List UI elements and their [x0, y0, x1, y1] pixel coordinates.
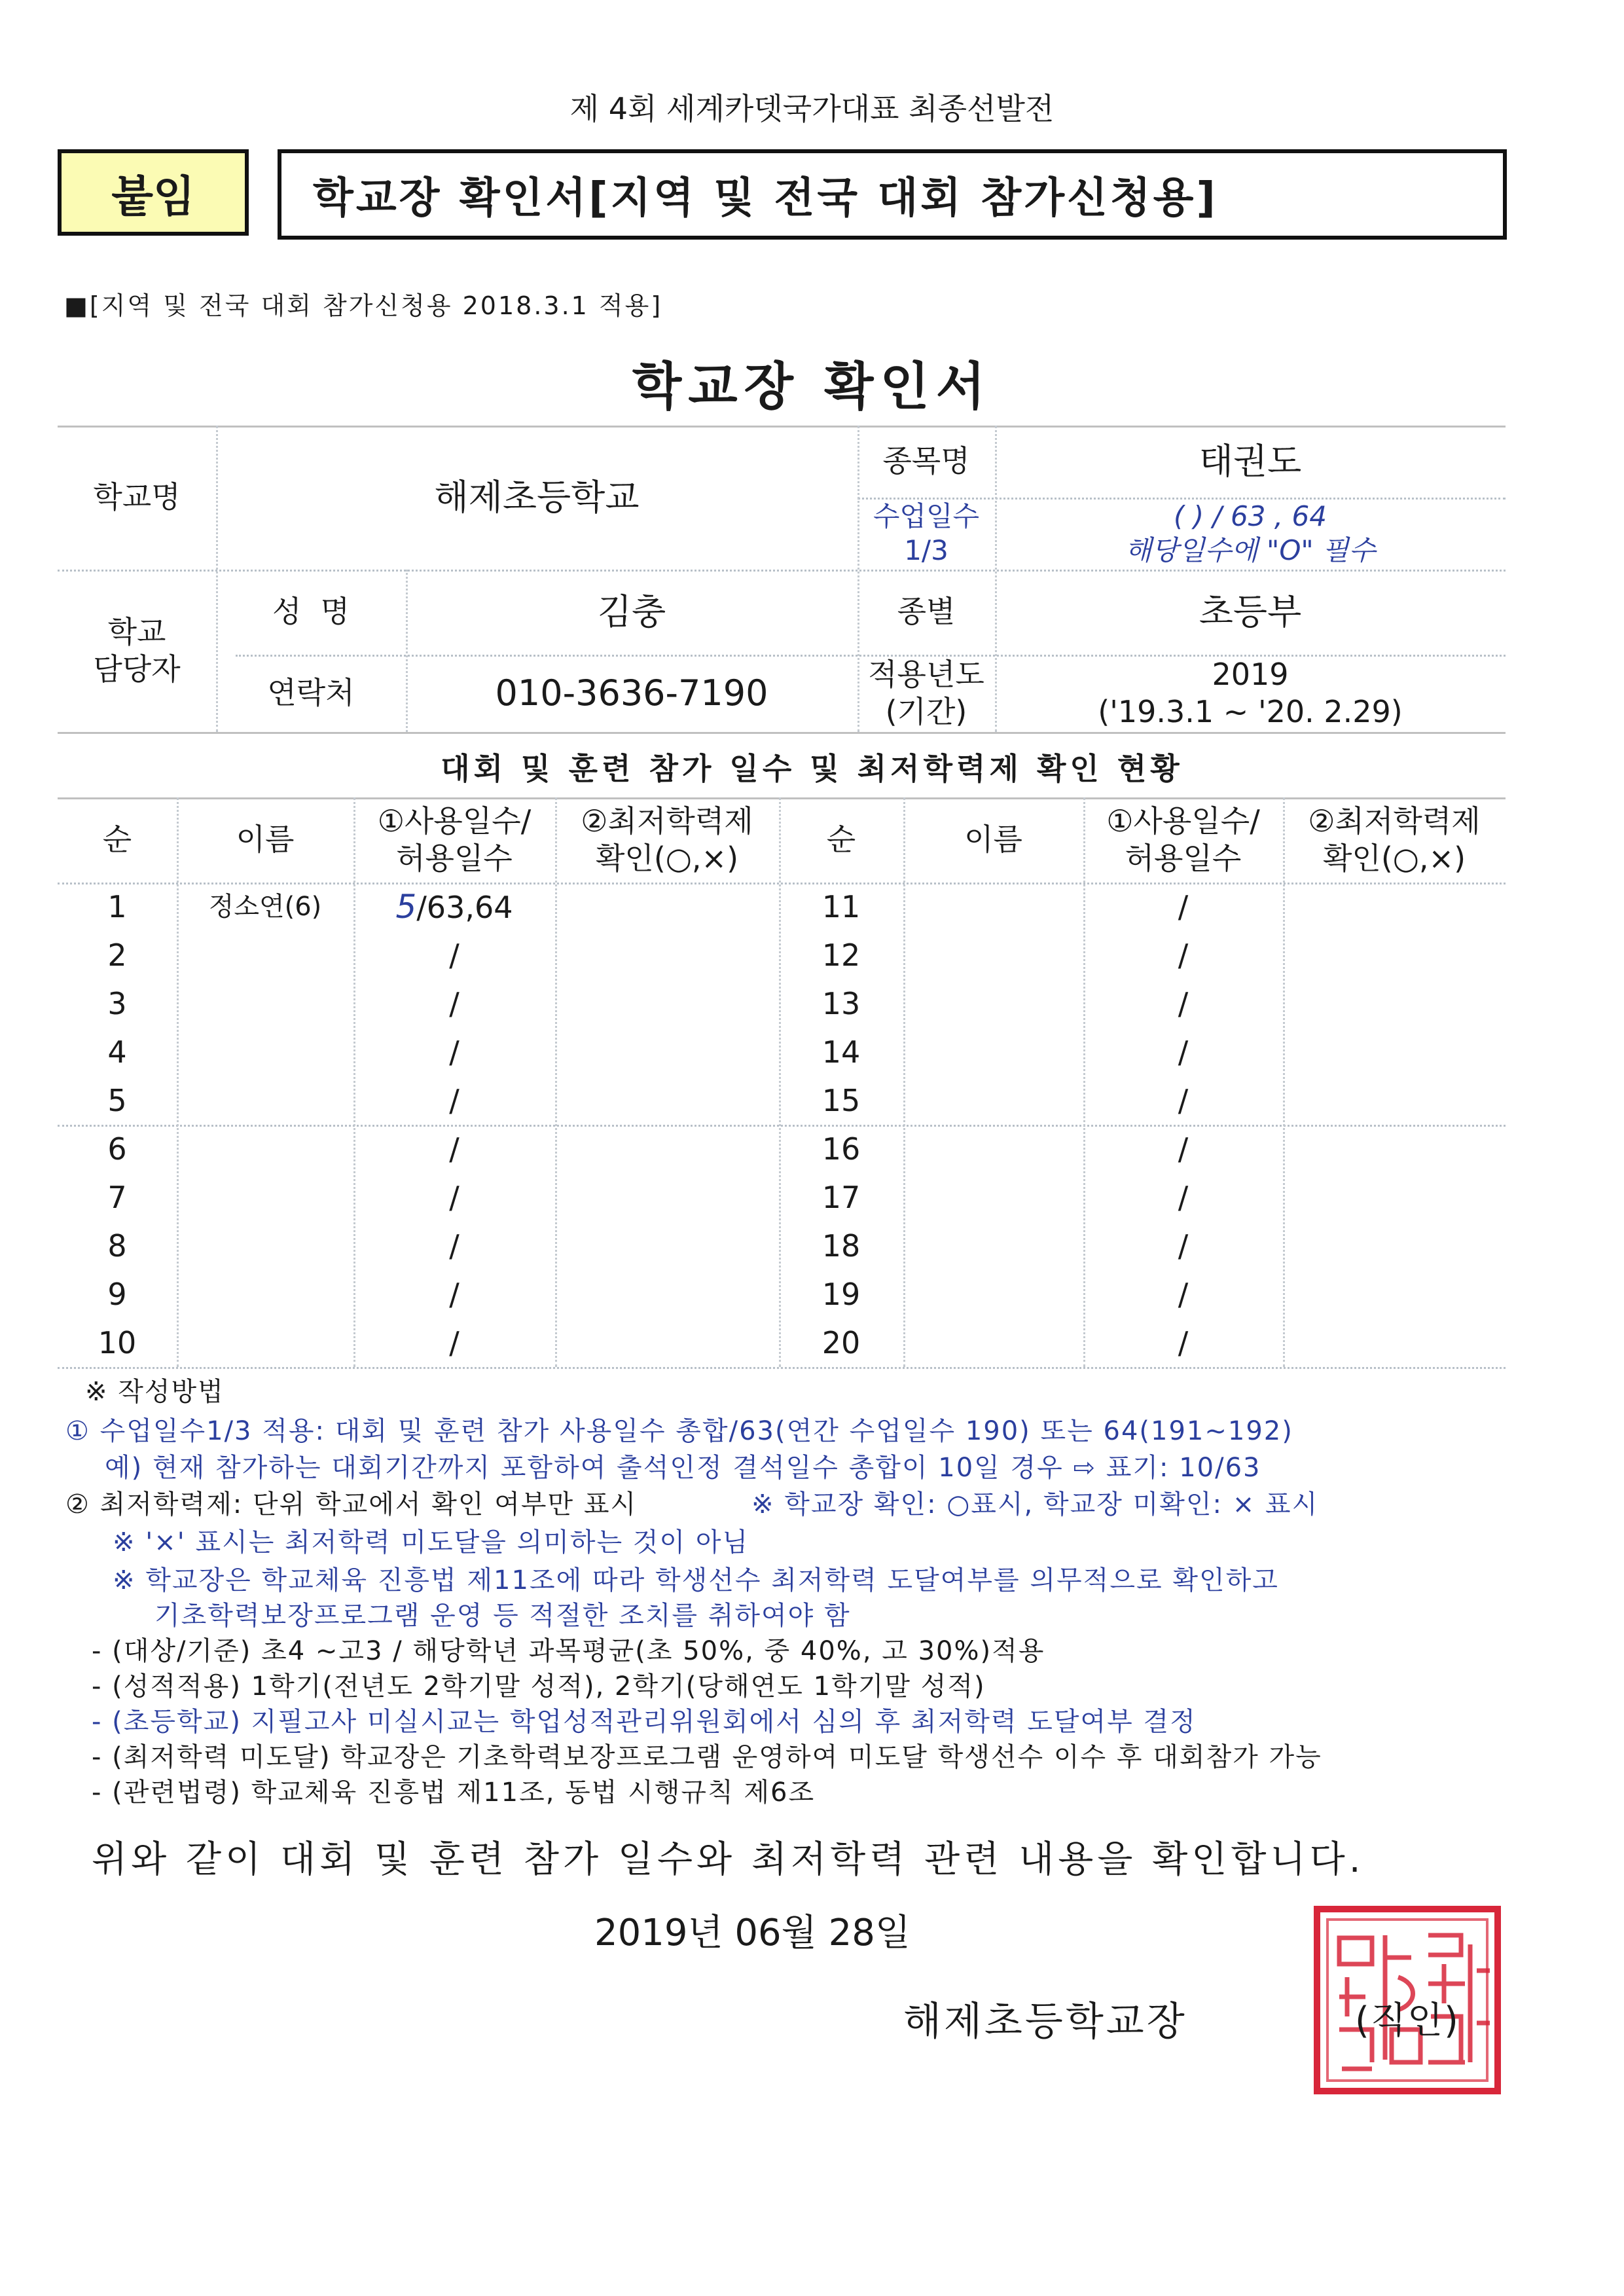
row-no: 19 — [821, 1277, 861, 1312]
col-header-days-line2: 허용일수 — [1125, 841, 1242, 876]
days-cell: / — [1178, 986, 1189, 1021]
col-header-check-line2: 확인(○,×) — [595, 841, 739, 876]
days-cell: / — [1178, 889, 1189, 924]
principal-name: 해제초등학교장 — [903, 1999, 1187, 2045]
days-cell: / — [1178, 1325, 1189, 1360]
days-cell: / — [1178, 1180, 1189, 1215]
row-no: 16 — [821, 1131, 861, 1167]
row-no: 7 — [107, 1180, 127, 1215]
row-no: 15 — [821, 1083, 861, 1118]
apply-year-value-line2: ('19.3.1 ~ '20. 2.29) — [1098, 694, 1403, 729]
note-line: - (초등학교) 지필고사 미실시교는 학업성적관리위원회에서 심의 후 최저학력 도달여부 결정 — [92, 1707, 1197, 1737]
class-days-value — [995, 498, 1506, 570]
note-line: - (최저학력 미도달) 학교장은 기초학력보장프로그램 운영하여 미도달 학생선수 이수 후 대회참가 가능 — [92, 1742, 1322, 1772]
days-cell: / — [449, 986, 460, 1021]
row-no: 17 — [821, 1180, 861, 1215]
apply-year-label — [857, 655, 995, 732]
days-cell: / — [449, 1325, 460, 1360]
divider — [58, 1367, 1506, 1369]
apply-year-label-line1: 적용년도 — [868, 656, 984, 692]
days-cell: / — [1178, 1228, 1189, 1264]
event-value: 태권도 — [1199, 441, 1302, 483]
class-days-value-line2: 해당일수에 "O" 필수 — [1125, 534, 1376, 566]
days-cell: / — [1178, 938, 1189, 973]
days-cell: / — [449, 938, 460, 973]
class-days-value-line1: ( ) / 63 , 64 — [1174, 500, 1327, 532]
row-no: 18 — [821, 1228, 861, 1264]
note-line: - (성적적용) 1학기(전년도 2학기말 성적), 2학기(당해연도 1학기말 성적) — [92, 1671, 986, 1702]
school-value: 해제초등학교 — [434, 477, 640, 519]
attachment-label: 붙임 — [58, 149, 249, 236]
main-title: 학교장 확인서 — [632, 357, 992, 416]
row-no: 8 — [107, 1228, 127, 1264]
class-days-label — [857, 498, 995, 570]
class-days-label-line1: 수업일수 — [873, 500, 980, 532]
col-header-days-line2: 허용일수 — [396, 841, 513, 876]
manager-label — [58, 570, 216, 732]
note-line: 기초학력보장프로그램 운영 등 적절한 조치를 취하여야 함 — [154, 1601, 851, 1631]
row-no: 9 — [107, 1277, 127, 1312]
row-no: 13 — [821, 986, 861, 1021]
row-no: 1 — [107, 889, 127, 924]
event-label: 종목명 — [882, 443, 970, 479]
col-header-check — [555, 797, 779, 883]
divider — [58, 732, 1506, 734]
sub-note: ■[지역 및 전국 대회 참가신청용 2018.3.1 적용] — [64, 291, 663, 320]
col-header-check-line1: ②최저학력제 — [1308, 803, 1481, 839]
days-allowed: /63,64 — [416, 890, 513, 925]
note-line: ※ '×' 표시는 최저학력 미도달을 의미하는 것이 아님 — [113, 1527, 749, 1558]
contact-value: 010-3636-7190 — [495, 672, 768, 714]
row-no: 11 — [821, 889, 861, 924]
days-cell: / — [1178, 1083, 1189, 1118]
division-value: 초등부 — [1199, 591, 1302, 633]
col-header-days-line1: ①사용일수/ — [377, 803, 532, 839]
days-cell: / — [449, 1228, 460, 1264]
note-line: ② 최저학력제: 단위 학교에서 확인 여부만 표시 — [65, 1489, 638, 1520]
row-no: 14 — [821, 1034, 861, 1070]
col-header-check — [1283, 797, 1506, 883]
note-line: ※ 학교장 확인: ○표시, 학교장 미확인: × 표시 — [751, 1489, 1319, 1520]
status-heading: 대회 및 훈련 참가 일수 및 최저학력제 확인 현황 — [441, 751, 1183, 786]
row-no: 20 — [821, 1325, 861, 1360]
row-no: 5 — [107, 1083, 127, 1118]
col-header-no: 순 — [102, 822, 132, 858]
days-cell: / — [449, 1083, 460, 1118]
row-no: 4 — [107, 1034, 127, 1070]
apply-year-value-line1: 2019 — [1212, 656, 1289, 692]
student-name: 정소연(6) — [208, 892, 322, 922]
col-header-days — [1083, 797, 1283, 883]
days-cell — [353, 883, 555, 931]
row-no: 10 — [98, 1325, 137, 1360]
col-header-no: 순 — [826, 822, 856, 858]
class-days-label-line2: 1/3 — [904, 534, 948, 566]
competition-title: 제 4회 세계카뎃국가대표 최종선발전 — [569, 91, 1055, 126]
days-cell: / — [1178, 1034, 1189, 1070]
divider — [903, 797, 905, 1367]
note-line: ① 수업일수1/3 적용: 대회 및 훈련 참가 사용일수 총합/63(연간 수업일수 190) 또는 64(191~192) — [65, 1416, 1293, 1446]
days-cell: / — [449, 1277, 460, 1312]
col-header-days — [353, 797, 555, 883]
confirm-text: 위와 같이 대회 및 훈련 참가 일수와 최저학력 관련 내용을 확인합니다. — [92, 1838, 1365, 1881]
apply-year-value — [995, 655, 1506, 732]
row-no: 3 — [107, 986, 127, 1021]
name-label: 성 명 — [272, 594, 350, 630]
days-cell: / — [449, 1034, 460, 1070]
note-line: - (관련법령) 학교체육 진흥법 제11조, 동법 시행규칙 제6조 — [92, 1777, 816, 1808]
row-no: 12 — [821, 938, 861, 973]
seal-mark: (직인) — [1355, 1999, 1460, 2042]
col-header-check-line2: 확인(○,×) — [1322, 841, 1466, 876]
row-no: 6 — [107, 1131, 127, 1167]
note-line: 예) 현재 참가하는 대회기간까지 포함하여 출석인정 결석일수 총합이 10일 경우 ⇨ 표기: 10/63 — [105, 1453, 1261, 1483]
apply-year-label-line2: (기간) — [885, 694, 967, 729]
note-line: ※ 학교장은 학교체육 진흥법 제11조에 따라 학생선수 최저학력 도달여부를 의무적으로 확인하고 — [113, 1565, 1279, 1595]
col-header-days-line1: ①사용일수/ — [1106, 803, 1260, 839]
issue-date: 2019년 06월 28일 — [594, 1912, 911, 1954]
row-no: 2 — [107, 938, 127, 973]
divider — [1283, 797, 1285, 1367]
days-cell: / — [1178, 1131, 1189, 1167]
notes-heading: ※ 작성방법 — [85, 1377, 225, 1407]
col-header-name: 이름 — [964, 822, 1022, 858]
contact-label: 연락처 — [267, 675, 355, 711]
doc-title: 학교장 확인서[지역 및 전국 대회 참가신청용] — [278, 149, 1507, 240]
school-label: 학교명 — [93, 479, 181, 515]
days-cell: / — [449, 1131, 460, 1167]
note-line: - (대상/기준) 초4 ~고3 / 해당학년 과목평균(초 50%, 중 40%, 고 30%)적용 — [92, 1636, 1045, 1666]
division-label: 종별 — [897, 594, 956, 630]
col-header-check-line1: ②최저학력제 — [581, 803, 753, 839]
days-cell: / — [1178, 1277, 1189, 1312]
days-cell: / — [449, 1180, 460, 1215]
col-header-name: 이름 — [236, 822, 295, 858]
divider — [555, 797, 557, 1367]
name-value: 김충 — [597, 591, 666, 633]
manager-label-line1: 학교 — [107, 613, 166, 649]
days-used-handwritten: 5 — [395, 888, 417, 926]
manager-label-line2: 담당자 — [93, 651, 181, 687]
